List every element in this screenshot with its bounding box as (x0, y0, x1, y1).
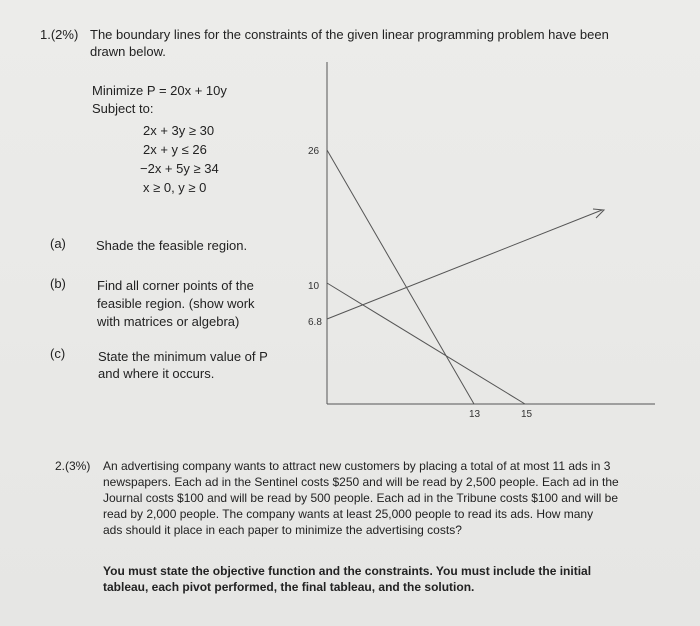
question-2-number: 2.(3%) (55, 459, 91, 473)
y-tick-26: 26 (308, 146, 320, 157)
question-2-line-3: Journal costs $100 and will be read by 500 people. Each ad in the Tribune costs $100 and will be (103, 491, 619, 505)
question-2-line-4: read by 2,000 people. The company wants at least 25,000 people to read its ads. How many (103, 507, 594, 521)
objective-function: Minimize P = 20x + 10y (92, 83, 227, 98)
question-2-line-2: newspapers. Each ad in the Sentinel costs $250 and will be read by 2,500 people. Each ad in the (103, 475, 619, 489)
part-b-text-line-1: Find all corner points of the (97, 278, 254, 293)
x-tick-15: 15 (521, 409, 533, 420)
x-tick-13: 13 (469, 409, 481, 420)
boundary-line-2x-plus-3y-30 (327, 283, 525, 404)
arrow-head-icon (593, 209, 604, 218)
subject-to-label: Subject to: (92, 101, 154, 116)
question-1-text-line-1: The boundary lines for the constraints of the given linear programming problem have been (90, 27, 609, 42)
y-tick-10: 10 (308, 281, 320, 292)
part-b-text-line-3: with matrices or algebra) (97, 314, 240, 329)
part-c-label: (c) (50, 346, 66, 361)
instructions-line-1: You must state the objective function and the constraints. You must include the initial (103, 564, 592, 578)
part-b-label: (b) (50, 276, 66, 291)
question-2-line-5: ads should it place in each paper to minimize the advertising costs? (103, 523, 462, 537)
boundary-line-2x-plus-y-26 (327, 150, 474, 404)
instructions-line-2: tableau, each pivot performed, the final tableau, and the solution. (103, 580, 475, 594)
question-2-line-1: An advertising company wants to attract new customers by placing a total of at most 11 ads in 3 (103, 459, 611, 473)
part-c-text-line-1: State the minimum value of P (98, 349, 268, 364)
question-1-number: 1.(2%) (40, 27, 79, 42)
y-tick-6-8: 6.8 (308, 317, 322, 328)
constraint-nonnegativity: x ≥ 0, y ≥ 0 (143, 180, 207, 195)
part-a-label: (a) (50, 236, 66, 251)
question-1-text-line-2: drawn below. (90, 44, 166, 59)
part-c-text-line-2: and where it occurs. (98, 366, 215, 381)
constraint-2: 2x + y ≤ 26 (143, 142, 207, 157)
part-b-text-line-2: feasible region. (show work (97, 296, 255, 311)
part-a-text: Shade the feasible region. (96, 238, 248, 253)
constraint-3: −2x + 5y ≥ 34 (140, 161, 219, 176)
boundary-line-neg2x-plus-5y-34 (327, 210, 602, 319)
constraint-1: 2x + 3y ≥ 30 (143, 123, 215, 138)
